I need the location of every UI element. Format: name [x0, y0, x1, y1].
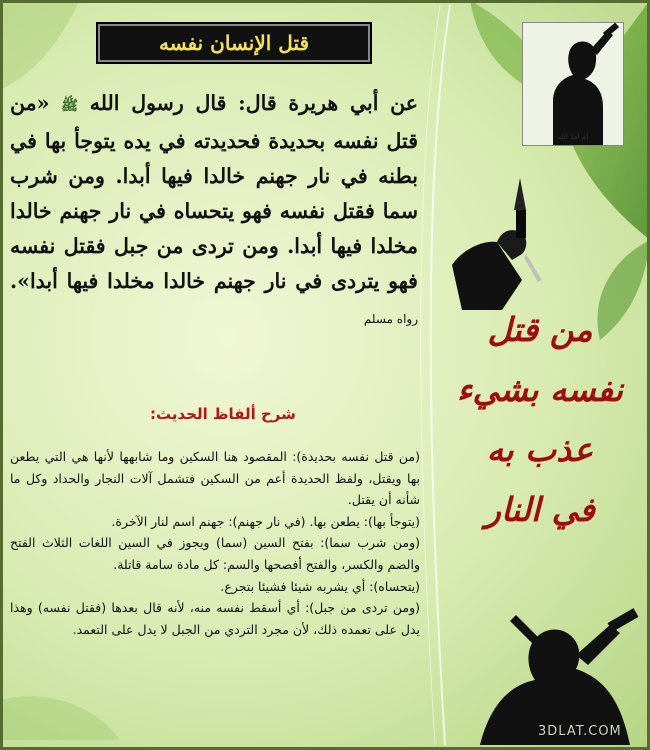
side-line: عذب به [486, 430, 594, 469]
title-banner [98, 24, 370, 62]
silhouette-figure-icon [523, 23, 623, 145]
explanation-para: (من قتل نفسه بحديدة): المقصود هنا السكين وما شابهها لأنها هي التي يطعن بها ويقتل، ولفظ الحديدة أعم من السكين فتشمل آلات النجار والحداد وكل ما شأنه أن يقتل. [10, 449, 420, 508]
photo-caption: ام امة الله [557, 133, 589, 141]
explanation-heading: شرح ألفاظ الحديث: [150, 405, 296, 423]
hadith-text [10, 86, 418, 337]
explanation-para: (يتوجأ بها): يطعن بها. (في نار جهنم): جهنم اسم لنار الآخرة. [111, 513, 420, 529]
side-line: من قتل [487, 310, 593, 349]
explanation-para: (ومن شرب سما): بفتح السين (سما) ويجوز في السين اللغات الثلاث الفتح والضم والكسر، والفتح أفصحها والسم: كل مادة سامة قاتلة. [10, 535, 420, 572]
side-line: في النار [485, 490, 595, 529]
hadith-intro: عن أبي هريرة قال: قال رسول الله [89, 91, 418, 115]
side-line: نفسه بشيء [456, 370, 624, 409]
gun-silhouette-icon [440, 585, 650, 745]
side-calligraphy [446, 300, 634, 540]
explanation-text [10, 446, 420, 640]
title-text: قتل الإنسان نفسه [158, 31, 310, 55]
explanation-para: (ومن تردى من جبل): أي أسقط نفسه منه، لأنه قال بعدها (فقتل نفسه) وهذا يدل على تعمده ذلك، لأن مجرد التردي من الجبل لا يدل على التعمد. [10, 600, 420, 637]
knife-hand-icon [442, 170, 562, 310]
narrator-note: رواه مسلم [363, 312, 418, 326]
site-watermark: 3DLAT.COM [538, 724, 622, 739]
explanation-para: (يتحساه): أي يشربه شيئا فشيئا بتجرع. [220, 578, 420, 594]
salutation-glyph: ﷺ [61, 98, 79, 114]
hadith-body: «من قتل نفسه بحديدة فحديدته في يده يتوجأ بها في بطنه في نار جهنم خالدا فيها أبدا. ومن شرب سما فقتل نفسه فهو يتحساه في نار جهنم خالدا مخلدا فيها أبدا. ومن تردى من جبل فقتل نفسه فهو يتردى في نار جهنم خالدا مخلدا فيها أبدا». [10, 91, 418, 293]
silhouette-photo-top [522, 22, 624, 146]
